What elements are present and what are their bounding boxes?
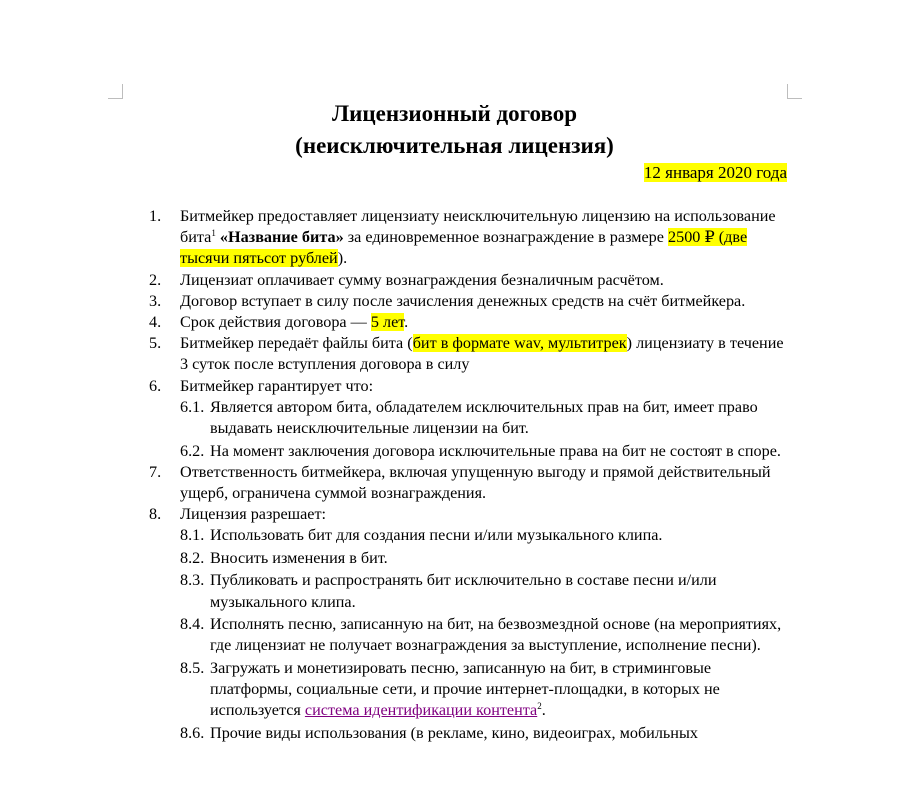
beat-name: «Название бита» bbox=[219, 228, 344, 247]
clause-number: 4. bbox=[149, 313, 162, 332]
page-corner-mark-top-right bbox=[787, 84, 802, 99]
subclause-text: На момент заключения договора исключительные права на бит не состоят в споре. bbox=[210, 441, 781, 460]
clause-1 bbox=[122, 206, 787, 270]
subclause-8-5 bbox=[180, 658, 787, 722]
subclause-text: . bbox=[541, 701, 546, 720]
clause-8 bbox=[122, 504, 787, 744]
subclause-number: 8.3. bbox=[180, 571, 205, 590]
clause-number: 5. bbox=[149, 334, 162, 353]
clause-text: Ответственность битмейкера, включая упущенную выгоду и прямой действительный ущерб, ограничена суммой вознаграждения. bbox=[180, 462, 771, 502]
subclause-text: Является автором бита, обладателем исключительных прав на бит, имеет право выдавать неисключительные лицензии на бит. bbox=[210, 397, 758, 438]
subclause-8-1 bbox=[180, 525, 787, 546]
subclause-number: 8.4. bbox=[180, 615, 205, 634]
subclause-8-2 bbox=[180, 548, 787, 569]
clause-text: Битмейкер передаёт файлы бита ( bbox=[180, 334, 413, 353]
clause-text: за единовременное вознаграждение в размере bbox=[343, 228, 669, 247]
clause-text: . bbox=[404, 313, 409, 332]
clause-text: Битмейкер гарантирует что: bbox=[180, 376, 374, 395]
clause-number: 2. bbox=[149, 270, 162, 289]
clause-list bbox=[122, 206, 787, 744]
subclause-8-3 bbox=[180, 570, 787, 612]
subclause-number: 8.2. bbox=[180, 548, 205, 567]
subclause-number: 8.1. bbox=[180, 526, 205, 545]
clause-text: Лицензия разрешает: bbox=[180, 505, 327, 524]
page-corner-mark-top-left bbox=[108, 84, 123, 99]
clause-number: 6. bbox=[149, 376, 162, 395]
content-id-system-link[interactable]: система идентификации контента bbox=[304, 701, 538, 720]
price-highlight: 2500 ₽ (две тысячи пятьсот рублей bbox=[180, 228, 748, 268]
subclause-number: 8.6. bbox=[180, 723, 205, 742]
document-subtitle: (неисключительная лицензия) bbox=[295, 133, 614, 158]
document-page bbox=[122, 96, 787, 744]
subclause-text: Прочие виды использования (в рекламе, кино, видеоиграх, мобильных bbox=[210, 723, 698, 742]
subclause-6-1 bbox=[180, 397, 787, 439]
subclause-text: Вносить изменения в бит. bbox=[210, 548, 388, 567]
clause-number: 1. bbox=[149, 207, 162, 225]
clause-5 bbox=[122, 333, 787, 375]
footnote-ref-2[interactable]: 2 bbox=[537, 701, 542, 712]
footnote-ref-1[interactable]: 1 bbox=[211, 228, 216, 239]
subclause-list bbox=[180, 525, 787, 744]
clause-text: Битмейкер предоставляет лицензиату неисключительную лицензию на использование бита bbox=[180, 207, 776, 247]
clause-7 bbox=[122, 462, 787, 504]
subclause-number: 6.2. bbox=[180, 441, 205, 460]
document-title: Лицензионный договор bbox=[331, 101, 578, 126]
clause-text: ) лицензиату в течение 3 суток после вступления договора в силу bbox=[180, 334, 784, 374]
subclause-text: Исполнять песню, записанную на бит, на безвозмездной основе (на мероприятиях, где лицензиат не получает вознаграждения за выступление, исполнение песни). bbox=[210, 615, 782, 655]
clause-text: Договор вступает в силу после зачисления денежных средств на счёт битмейкера. bbox=[180, 291, 746, 310]
clause-number: 3. bbox=[149, 291, 162, 310]
clause-text: Лицензиат оплачивает сумму вознаграждения безналичным расчётом. bbox=[180, 270, 664, 289]
clause-4 bbox=[122, 312, 787, 333]
subclause-8-6 bbox=[180, 723, 787, 744]
clause-6 bbox=[122, 376, 787, 462]
subclause-list bbox=[180, 397, 787, 462]
term-highlight: 5 лет bbox=[370, 313, 405, 332]
subclause-text: Загружать и монетизировать песню, записанную на бит, в стриминговые платформы, социальные сети, и прочие интернет-площадки, в которых не используется bbox=[210, 658, 720, 720]
clause-text: Срок действия договора — bbox=[180, 313, 371, 332]
subclause-text: Публиковать и распространять бит исключительно в составе песни и/или музыкального клипа. bbox=[210, 571, 717, 611]
clause-number: 7. bbox=[149, 462, 162, 481]
subclause-number: 8.5. bbox=[180, 658, 205, 677]
subclause-8-4 bbox=[180, 614, 787, 656]
subclause-6-2 bbox=[180, 441, 787, 462]
format-highlight: бит в формате wav, мультитрек bbox=[412, 334, 627, 353]
subclause-number: 6.1. bbox=[180, 397, 205, 416]
clause-2 bbox=[122, 270, 787, 291]
clause-number: 8. bbox=[149, 505, 162, 524]
clause-3 bbox=[122, 291, 787, 312]
document-date-row bbox=[122, 162, 787, 184]
subclause-text: Использовать бит для создания песни и/или музыкального клипа. bbox=[210, 526, 663, 545]
document-date: 12 января 2020 года bbox=[643, 163, 787, 182]
clause-text: ). bbox=[337, 249, 348, 268]
